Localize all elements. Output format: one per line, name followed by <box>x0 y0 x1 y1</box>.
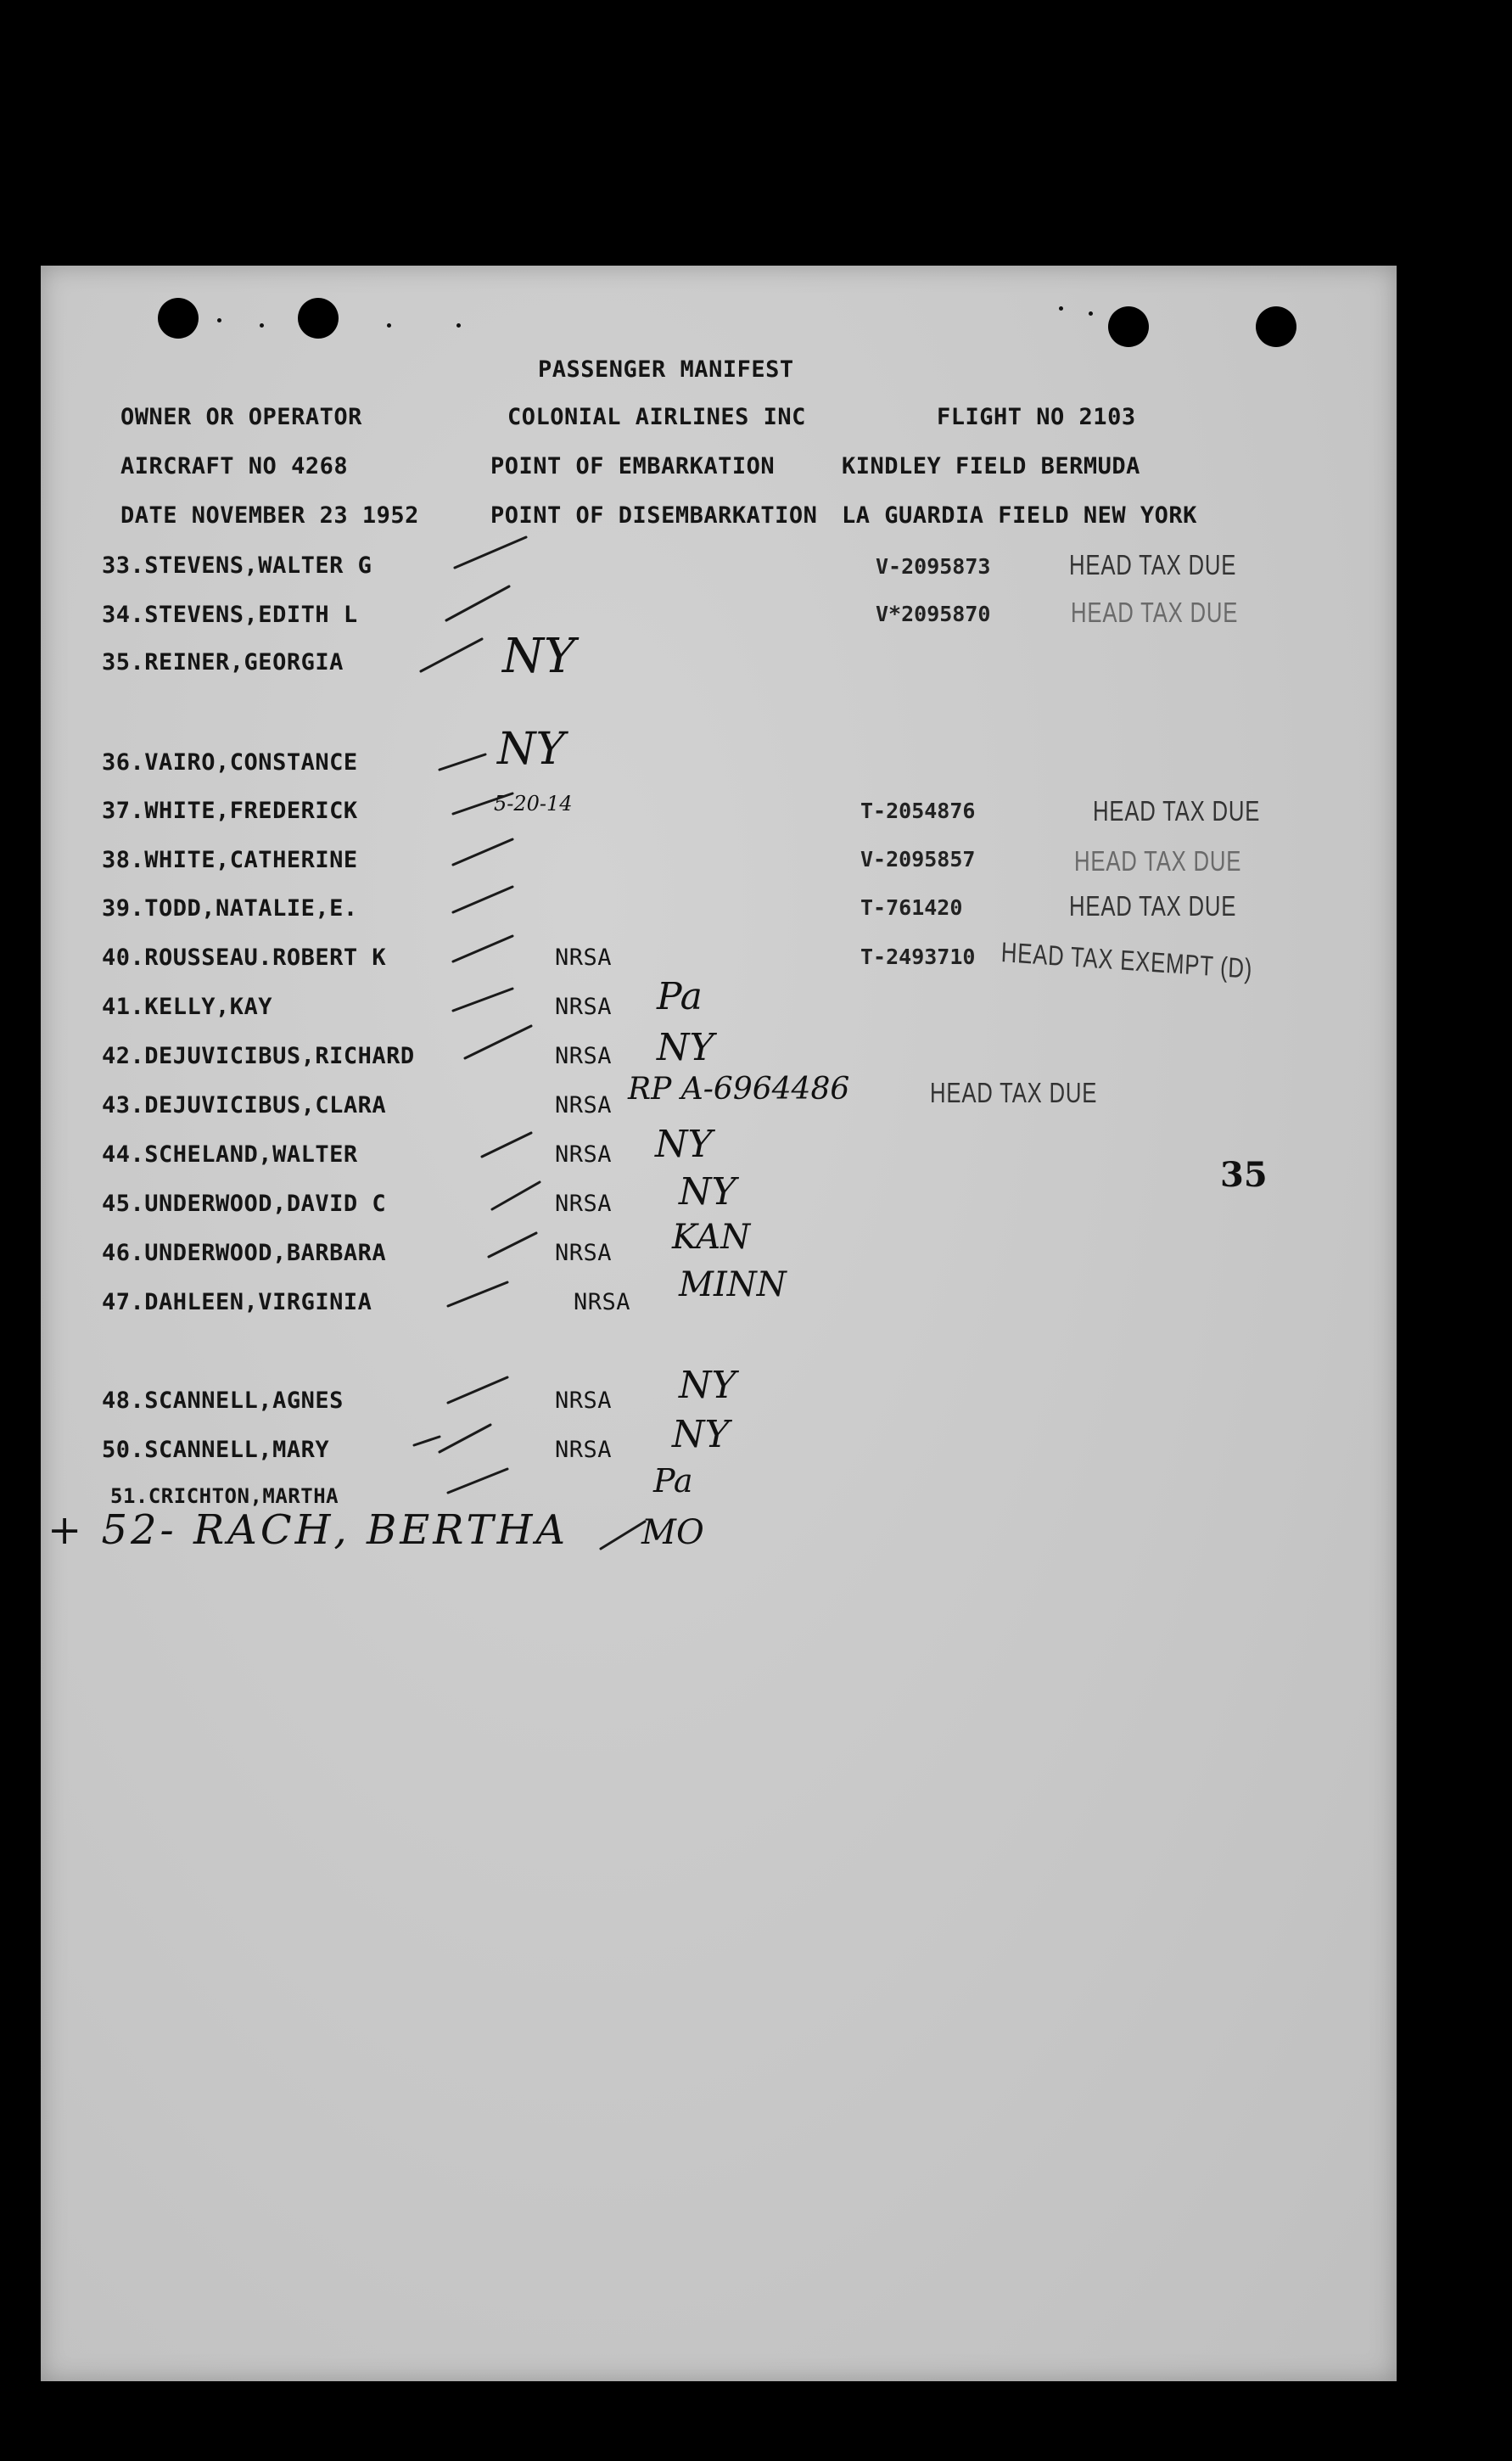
handwritten-note: NY <box>657 1026 714 1069</box>
embark-label: POINT OF EMBARKATION <box>490 453 776 479</box>
passenger-name: 44.SCHELAND,WALTER <box>102 1141 358 1168</box>
disembark-label: POINT OF DISEMBARKATION <box>490 502 818 529</box>
passenger-name: 43.DEJUVICIBUS,CLARA <box>102 1092 387 1118</box>
status-code: NRSA <box>555 1387 613 1414</box>
serial-number: T-2054876 <box>860 799 976 823</box>
disembark-value: LA GUARDIA FIELD NEW YORK <box>842 502 1197 529</box>
check-mark <box>448 1282 507 1306</box>
serial-number: T-2493710 <box>860 945 976 969</box>
handwritten-note: Pa <box>657 975 703 1018</box>
head-tax-stamp: HEAD TAX DUE <box>1074 845 1242 877</box>
passenger-name: 38.WHITE,CATHERINE <box>102 847 358 873</box>
head-tax-stamp: HEAD TAX DUE <box>1069 890 1237 922</box>
serial-number: V-2095857 <box>860 847 976 872</box>
owner-value: COLONIAL AIRLINES INC <box>507 404 806 430</box>
passenger-name: 36.VAIRO,CONSTANCE <box>102 749 358 776</box>
check-mark <box>601 1522 645 1549</box>
handwritten-note: RP A-6964486 <box>628 1072 850 1107</box>
owner-label: OWNER OR OPERATOR <box>120 404 362 430</box>
status-code: NRSA <box>555 1191 613 1217</box>
check-mark <box>440 754 485 770</box>
handwritten-note: NY <box>655 1123 713 1166</box>
handwritten-note: MINN <box>679 1265 787 1304</box>
manifest-page <box>41 266 1397 2381</box>
check-mark <box>453 936 512 961</box>
check-mark <box>465 1026 531 1058</box>
passenger-name: 45.UNDERWOOD,DAVID C <box>102 1191 387 1217</box>
serial-number: T-761420 <box>860 895 963 920</box>
flight-number: FLIGHT NO 2103 <box>937 404 1136 430</box>
check-mark <box>448 1469 507 1493</box>
serial-number: V-2095873 <box>876 554 991 579</box>
check-mark <box>455 537 526 568</box>
check-mark <box>446 586 509 620</box>
handwritten-note: 5-20-14 <box>494 792 573 816</box>
check-mark <box>489 1233 536 1257</box>
passenger-name: 46.UNDERWOOD,BARBARA <box>102 1240 387 1266</box>
passenger-name: 37.WHITE,FREDERICK <box>102 798 358 824</box>
passenger-name: 34.STEVENS,EDITH L <box>102 602 358 628</box>
passenger-name: 33.STEVENS,WALTER G <box>102 552 372 579</box>
check-mark <box>414 1437 440 1445</box>
passenger-name: 47.DAHLEEN,VIRGINIA <box>102 1289 372 1315</box>
head-tax-stamp: HEAD TAX DUE <box>930 1077 1098 1108</box>
check-mark <box>453 887 512 912</box>
handwritten-passenger: + 52- RACH, BERTHA <box>48 1506 569 1554</box>
status-code: NRSA <box>555 1240 613 1266</box>
handwritten-note: Pa <box>653 1462 693 1500</box>
page-title: PASSENGER MANIFEST <box>538 356 794 383</box>
serial-number: V*2095870 <box>876 602 991 626</box>
check-mark <box>492 1182 540 1209</box>
handwritten-note: NY <box>497 724 565 775</box>
passenger-name: 40.ROUSSEAU.ROBERT K <box>102 945 387 971</box>
handwritten-note: NY <box>679 1170 736 1214</box>
aircraft-number: AIRCRAFT NO 4268 <box>120 453 349 479</box>
page-number: 35 <box>1220 1155 1268 1195</box>
check-mark <box>448 1377 507 1403</box>
handwritten-note: NY <box>672 1413 730 1456</box>
status-code: NRSA <box>555 994 613 1020</box>
passenger-name: 39.TODD,NATALIE,E. <box>102 895 358 922</box>
status-code: NRSA <box>555 945 613 971</box>
date: DATE NOVEMBER 23 1952 <box>120 502 419 529</box>
check-mark <box>421 639 482 671</box>
passenger-name: 50.SCANNELL,MARY <box>102 1437 330 1463</box>
check-mark <box>482 1133 531 1157</box>
handwritten-state: MO <box>641 1513 704 1552</box>
head-tax-stamp: HEAD TAX DUE <box>1093 795 1261 827</box>
passenger-name: 35.REINER,GEORGIA <box>102 649 344 676</box>
passenger-name: 48.SCANNELL,AGNES <box>102 1387 344 1414</box>
check-marks <box>41 266 1397 2381</box>
embark-value: KINDLEY FIELD BERMUDA <box>842 453 1140 479</box>
check-mark <box>440 1425 490 1452</box>
status-code: NRSA <box>555 1092 613 1118</box>
status-code: NRSA <box>555 1437 613 1463</box>
head-tax-stamp: HEAD TAX DUE <box>1069 549 1237 580</box>
handwritten-note: KAN <box>672 1218 751 1257</box>
check-mark <box>453 839 512 865</box>
handwritten-note: NY <box>502 629 575 684</box>
check-mark <box>453 989 512 1011</box>
passenger-name: 42.DEJUVICIBUS,RICHARD <box>102 1043 415 1069</box>
check-mark <box>453 793 512 814</box>
status-code: NRSA <box>555 1141 613 1168</box>
head-tax-stamp: HEAD TAX EXEMPT (D) <box>1000 936 1253 984</box>
handwritten-note: NY <box>679 1364 736 1407</box>
status-code: NRSA <box>555 1043 613 1069</box>
head-tax-stamp: HEAD TAX DUE <box>1071 597 1239 628</box>
passenger-name: 51.CRICHTON,MARTHA <box>110 1484 339 1508</box>
passenger-name: 41.KELLY,KAY <box>102 994 273 1020</box>
status-code: NRSA <box>574 1289 631 1315</box>
